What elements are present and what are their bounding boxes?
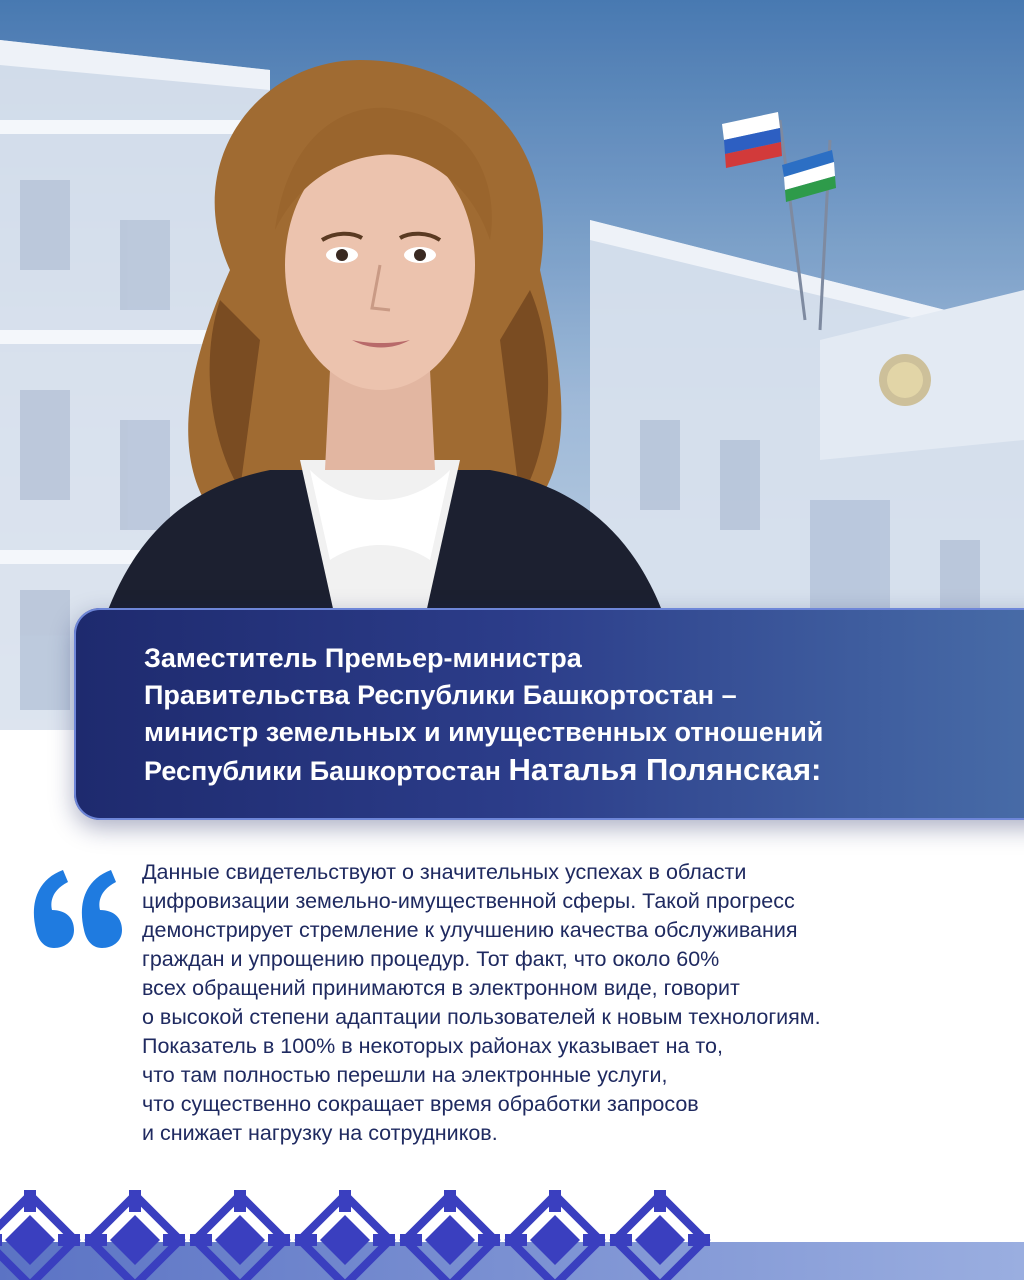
quote-line: что там полностью перешли на электронные услуги, bbox=[142, 1063, 668, 1087]
decorative-ornament bbox=[0, 1190, 1024, 1280]
quote-line: Данные свидетельствуют о значительных успехах в области bbox=[142, 860, 747, 884]
quote-line: и снижает нагрузку на сотрудников. bbox=[142, 1121, 498, 1145]
banner-last-line bbox=[144, 751, 1024, 790]
banner-line: Правительства Республики Башкортостан – bbox=[144, 680, 737, 710]
emblem bbox=[879, 354, 931, 406]
title-banner bbox=[74, 608, 1024, 820]
quote-mark-icon bbox=[28, 830, 128, 950]
quote-line: всех обращений принимаются в электронном виде, говорит bbox=[142, 976, 740, 1000]
speaker-name: Наталья Полянская: bbox=[508, 752, 822, 787]
banner-text bbox=[144, 640, 1024, 790]
banner-line: Заместитель Премьер-министра bbox=[144, 643, 582, 673]
quote-line: Показатель в 100% в некоторых районах указывает на то, bbox=[142, 1034, 723, 1058]
quote-line: что существенно сокращает время обработки запросов bbox=[142, 1092, 699, 1116]
banner-line: Республики Башкортостан bbox=[144, 756, 501, 786]
quote-line: граждан и упрощению процедур. Тот факт, что около 60% bbox=[142, 947, 720, 971]
quote-line: демонстрирует стремление к улучшению качества обслуживания bbox=[142, 918, 798, 942]
banner-line: министр земельных и имущественных отношений bbox=[144, 717, 824, 747]
quote-line: о высокой степени адаптации пользователей к новым технологиям. bbox=[142, 1005, 821, 1029]
quote-text bbox=[142, 858, 1022, 1148]
quote-line: цифровизации земельно-имущественной сферы. Такой прогресс bbox=[142, 889, 795, 913]
